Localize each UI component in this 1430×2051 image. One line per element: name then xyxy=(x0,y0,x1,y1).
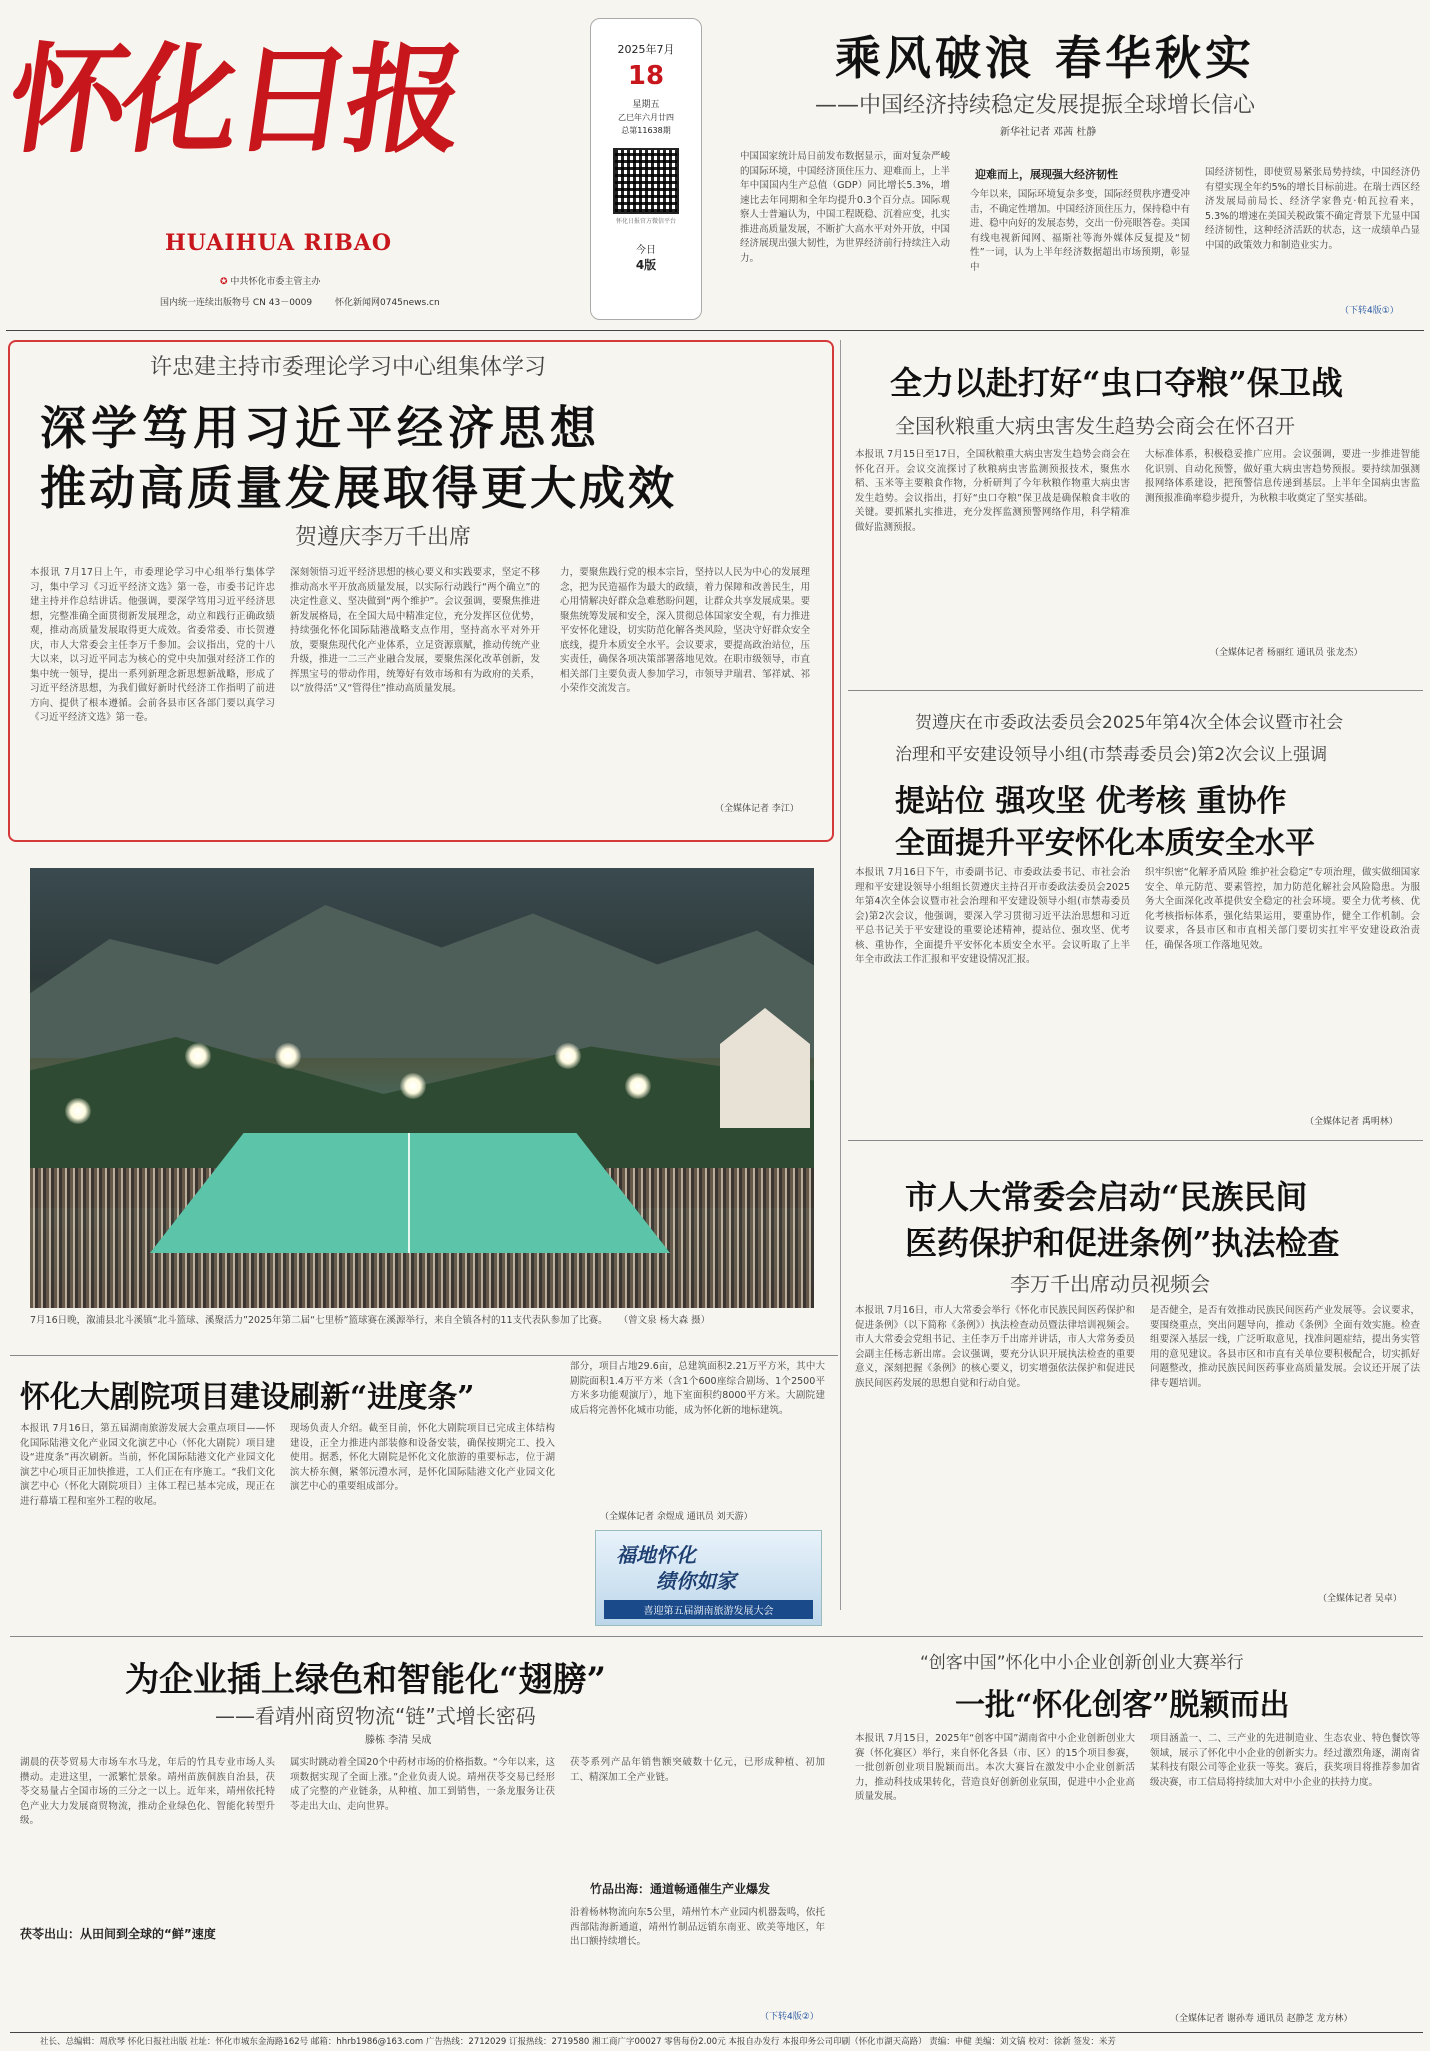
date-year-month: 2025年7月 xyxy=(617,43,675,56)
photo-caption: 7月16日晚，溆浦县北斗溪镇“北斗篮球、溪聚活力”2025年第二届“七里桥”篮球赛在溪源举行，来自全镇各村的11支代表队参加了比赛。 （曾文泉 杨大森 摄） xyxy=(30,1315,711,1326)
top-story-col2: 今年以来，国际环境复杂多变，国际经贸秩序遭受冲击，不确定性增加。中国经济顶住压力，保持稳中有进、稳中向好的发展态势，交出一份亮眼答卷。美国有线电视新闻网、福斯社等海外媒体反复提及“韧性”一词，认为上半年经济数据超出市场预期，彰显中 xyxy=(970,189,1190,273)
tourism-banner[interactable] xyxy=(595,1530,822,1626)
banner-tagline: 喜迎第五届湖南旅游发展大会 xyxy=(604,1600,813,1619)
top-story-subtitle: ——中国经济持续稳定发展提振全球增长信心 xyxy=(815,93,1256,118)
enterprise-col1: 湖晨的茯苓贸易大市场车水马龙，年后的竹具专业市场人头攒动。走进这里，一派繁忙景象。靖州苗族侗族自治县，茯苓交易量占全国市场的三分之一以上。近年来，靖州依托特色产业大力发展商贸物流，推动企业绿色化、智能化转型升级。 xyxy=(20,1757,275,1826)
enterprise-jump[interactable]: （下转4版②） xyxy=(760,2012,819,2022)
top-story-col1: 中国国家统计局日前发布数据显示，面对复杂严峻的国际环境，中国经济顶住压力、迎难而上，上半年中国国内生产总值（GDP）同比增长5.3%，增速比去年同期和全年均提升0.3个百分点。国际观察人士普遍认为，中国工程既稳、沉着应变，扎实推进高质量发展，不断扩大高水平对外开放，中国经济展现出强大韧性，为世界经济前行持续注入动力。 xyxy=(740,151,950,264)
enterprise-col3b: 沿着杨林物流向东5公里，靖州竹木产业园内机器轰鸣，依托西部陆海新通道，靖州竹制品远销东南亚、欧美等地区，年出口额持续增长。 xyxy=(570,1907,825,1947)
masthead-divider xyxy=(6,330,1424,331)
innovation-kicker: “创客中国”怀化中小企业创新创业大赛举行 xyxy=(920,1653,1244,1673)
qr-caption: 怀化日报官方微信平台 xyxy=(615,218,676,225)
npc-title-line1[interactable]: 市人大常委会启动“民族民间 xyxy=(905,1178,1308,1216)
enterprise-byline: 滕栋 李清 吴成 xyxy=(365,1735,432,1746)
divider-bottom-band xyxy=(10,1636,1423,1637)
flood-light xyxy=(185,1043,211,1069)
basketball-photo[interactable] xyxy=(30,868,814,1308)
column-divider-main xyxy=(840,340,841,1610)
innovation-col1: 本报讯 7月15日，2025年“创客中国”湖南省中小企业创新创业大赛（怀化赛区）举行，来自怀化各县（市、区）的15个项目参赛，一批创新创业项目脱颖而出。本次大赛旨在激发中小企业创新活力，推动科技成果转化，营造良好创新创业氛围，促进中小企业高质量发展。 xyxy=(855,1733,1135,1802)
pest-col1: 本报讯 7月15日至17日，全国秋粮重大病虫害发生趋势会商会在怀化召开。会议交流探讨了秋粮病虫害监测预报技术，聚焦水稻、玉米等主要粮食作物，分析研判了今年秋粮作物重大病虫害发生趋势。会议指出，打好“虫口夺粮”保卫战是确保粮食丰收的关键。要抓紧扎实推进，充分发挥监测预警网络作用，科学精准做好监测预报。 xyxy=(855,449,1130,533)
npc-byline: （全媒体记者 吴卓） xyxy=(1318,1594,1402,1604)
banner-line2: 绩你如家 xyxy=(656,1569,736,1593)
theatre-col3: 部分，项目占地29.6亩，总建筑面积2.21万平方米，其中大剧院面积1.4万平方米（含1个600座综合剧场、1个2500平方米多功能观演厅），地下室面积约8000平方米。大剧院建成后将完善怀化城市功能，成为怀化新的地标建筑。 xyxy=(570,1361,825,1416)
qr-code[interactable] xyxy=(613,148,679,214)
enterprise-col1-head: 茯苓出山：从田间到全球的“鲜”速度 xyxy=(20,1927,216,1941)
divider-left-photo xyxy=(10,1355,838,1356)
safety-title-line1[interactable]: 提站位 强攻坚 优考核 重协作 xyxy=(895,784,1287,819)
enterprise-col3-head: 竹品出海：通道畅通催生产业爆发 xyxy=(590,1882,771,1896)
npc-col1: 本报讯 7月16日，市人大常委会举行《怀化市民族民间医药保护和促进条例》（以下简称《条例》）执法检查动员暨法律培训视频会。市人大常委会党组书记、主任李万千出席并讲话，市人大常务委员会副主任杨志新出席。会议强调，要充分认识开展执法检查的重要意义，深刻把握《条例》的核心要义，切实增强依法保护和促进民族民间医药发展的思想自觉和行动自觉。 xyxy=(855,1305,1135,1389)
lead-attendees: 贺遵庆李万千出席 xyxy=(295,525,472,550)
lead-col2: 深刻领悟习近平经济思想的核心要义和实践要求，坚定不移推动高水平开放高质量发展，以实际行动践行“两个确立”的决定性意义、坚决做到“两个维护”。会议强调，要聚焦推进新发展格局，在全国大局中精准定位，充分发挥区位优势，持续强化怀化国际陆港战略支点作用，坚持高水平对外开放，要聚焦现代化产业体系，立足资源禀赋，推动传统产业升级，推进一二三产业融合发展，要聚焦深化改革创新，发挥黑宝号的带动作用，统筹好有效市场和有为政府的关系，以“放得活”又“管得住”推动高质量发展。 xyxy=(290,567,540,694)
flood-light xyxy=(275,1043,301,1069)
lead-title-line2[interactable]: 推动高质量发展取得更大成效 xyxy=(40,461,677,515)
date-issue: 总第11638期 xyxy=(621,126,671,135)
date-box xyxy=(590,18,702,320)
photo-credit: （曾文泉 杨大森 摄） xyxy=(618,1315,711,1326)
lead-col3: 力，要聚焦践行党的根本宗旨，坚持以人民为中心的发展理念，把为民造福作为最大的政绩，着力保障和改善民生，用心用情解决好群众急难愁盼问题，让群众共享发展成果。要聚焦统筹发展和安全，深入贯彻总体国家安全观，有力推进平安怀化建设，切实防范化解各类风险，坚决守好群众安全底线，提升本质安全水平。会议要求，要提高政治站位，压实责任，确保各项决策部署落地见效。在职市级领导，市直相关部门主要负责人参加学习，市领导尹瑞君、邹祥斌、祁小荣作交流发言。 xyxy=(560,567,810,694)
top-story-col3: 国经济韧性，即使贸易紧张局势持续，中国经济仍有望实现全年约5%的增长目标前进。在瑞士西区经济发展局前局长、经济学家鲁克·帕瓦拉看来，5.3%的增速在美国关税政策不确定背景下尤显中国经济韧性，这种经济活跃的状态，这一成绩单凸显中国的政策效力和制造业实力。 xyxy=(1205,167,1420,251)
npc-title-line2[interactable]: 医药保护和促进条例”执法检查 xyxy=(905,1224,1340,1262)
theatre-title[interactable]: 怀化大剧院项目建设刷新“进度条” xyxy=(20,1380,475,1415)
safety-col1: 本报讯 7月16日下午，市委副书记、市委政法委书记、市社会治理和平安建设领导小组组长贺遵庆主持召开市委政法委员会2025年第4次全体会议暨市社会治理和平安建设领导小组(市禁毒委员会)第2次会议，他强调，要深入学习贯彻习近平法治思想和习近平总书记关于平安建设的重要论述精神，提站位、强攻坚、优考核、重协作，全面提升平安怀化本质安全水平。会议听取了上半年全市政法工作汇报和平安建设情况汇报。 xyxy=(855,867,1130,965)
lead-byline: （全媒体记者 李江） xyxy=(715,804,799,814)
mountain-ridge xyxy=(30,888,814,1058)
pest-title[interactable]: 全力以赴打好“虫口夺粮”保卫战 xyxy=(890,364,1343,402)
pages-count: 4版 xyxy=(635,258,657,272)
lead-col1: 本报讯 7月17日上午，市委理论学习中心组举行集体学习，集中学习《习近平经济文选》第一卷，市委书记许忠建主持并作总结讲话。他强调，要深学笃用习近平经济思想，完整准确全面贯彻新发展理念，动立和践行正确政绩观，推动高质量发展取得更大成效。省委常委、市长贺遵庆，市人大常委会主任李万千参加。会议指出，党的十八大以来，以习近平同志为核心的党中央加强对经济工作的集中统一领导，提出一系列新理念新思想新战略，形成了习近平经济思想，为我们做好新时代经济工作指明了前进方向、提供了根本遵循。会前各县市区各部门要以真学习《习近平经济文选》第一卷。 xyxy=(30,567,275,723)
flood-light xyxy=(400,1073,426,1099)
innovation-byline: （全媒体记者 谢孙寿 通讯员 赵静芝 龙方林） xyxy=(1170,2014,1353,2024)
safety-col2: 织牢织密“化解矛盾风险 维护社会稳定”专项治理，做实做细国家安全、单元防范、要素管控，加力防范化解社会风险隐患。为服务大全面深化改革提供安全稳定的社会环境。要全力优考核、优化考核指标体系，强化结果运用，要重协作，健全工作机制。会议要求，各县市区和市直相关部门要切实扛牢平安建设政治责任，确保各项工作落地见效。 xyxy=(1145,867,1420,951)
flood-light xyxy=(65,1098,91,1124)
top-story-col2-head: 迎难而上，展现强大经济韧性 xyxy=(975,168,1118,181)
enterprise-subtitle: ——看靖州商贸物流“链”式增长密码 xyxy=(215,1704,536,1728)
lead-kicker: 许忠建主持市委理论学习中心组集体学习 xyxy=(150,355,547,380)
safety-kicker-line2: 治理和平安建设领导小组(市禁毒委员会)第2次会议上强调 xyxy=(895,745,1328,765)
divider-right-1 xyxy=(848,690,1423,691)
safety-title-line2[interactable]: 全面提升平安怀化本质安全水平 xyxy=(895,826,1315,861)
divider-right-2 xyxy=(848,1140,1423,1141)
enterprise-col2: 属实时跳动着全国20个中药材市场的价格指数。“今年以来，这项数据实现了全面上涨。”企业负责人说。靖州茯苓交易已经形成了完整的产业链条，从种植、加工到销售，一条龙服务让茯苓走出大山、走向世界。 xyxy=(290,1757,555,1812)
top-story-jump[interactable]: （下转4版①） xyxy=(1340,306,1399,316)
npc-col2: 是否健全，是否有效推动民族民间医药产业发展等。会议要求，要围绕重点，突出问题导向，推动《条例》全面有效实施。检查组要深入基层一线，广泛听取意见，找准问题症结，提出务实管用的意见建议。各县市区和市直有关单位要积极配合，切实抓好问题整改，推动民族民间医药事业高质量发展。会议还开展了法律专题培训。 xyxy=(1150,1305,1420,1389)
today-label: 今日 xyxy=(636,245,656,256)
masthead-pinyin: HUAIHUA RIBAO xyxy=(165,230,393,256)
pest-subtitle: 全国秋粮重大病虫害发生趋势会商会在怀召开 xyxy=(895,414,1295,438)
enterprise-title[interactable]: 为企业插上绿色和智能化“翅膀” xyxy=(125,1660,607,1700)
pest-col2: 大标准体系，积极稳妥推广应用。会议强调，要进一步推进智能化识别、自动化预警，做好重大病虫害趋势预报。要持续加强测报网络体系建设，把预警信息传递到基层。上半年全国病虫害监测预报准确率稳步提升，为秋粮丰收奠定了坚实基础。 xyxy=(1145,449,1420,504)
safety-byline: （全媒体记者 禹明林） xyxy=(1305,1117,1398,1127)
court-line xyxy=(408,1133,410,1253)
date-weekday: 星期五 xyxy=(632,100,660,110)
enterprise-col3: 茯苓系列产品年销售额突破数十亿元，已形成种植、初加工、精深加工全产业链。 xyxy=(570,1757,825,1783)
flood-light xyxy=(555,1043,581,1069)
masthead-cn-number: 国内统一连续出版物号 CN 43－0009 xyxy=(160,298,313,308)
theatre-byline: （全媒体记者 余煜成 通讯员 刘天游） xyxy=(600,1512,753,1522)
masthead-title: 怀化日报 xyxy=(0,30,468,169)
date-day: 18 xyxy=(627,61,665,91)
masthead-publisher: ✪ 中共怀化市委主管主办 xyxy=(220,277,321,287)
footer-rule xyxy=(10,2032,1423,2033)
date-lunar: 乙巳年六月廿四 xyxy=(618,113,674,122)
innovation-col2: 项目涵盖一、二、三产业的先进制造业、生态农业、特色餐饮等领域，展示了怀化中小企业的创新实力。经过激烈角逐，湖南省某科技有限公司等企业获一等奖。赛后，获奖项目将推荐参加省级决赛，市工信局将持续加大对中小企业的扶持力度。 xyxy=(1150,1733,1420,1788)
pest-byline: （全媒体记者 杨丽红 通讯员 张龙杰） xyxy=(1210,648,1363,658)
innovation-title[interactable]: 一批“怀化创客”脱颖而出 xyxy=(955,1688,1290,1723)
flood-light xyxy=(625,1073,651,1099)
footer-imprint: 社长、总编辑：周欣琴 怀化日报社出版 社址：怀化市城东金海路162号 邮箱：hhrb1986@163.com 广告热线：2712029 订报热线：2719580 湘工商广字00027 零售每份2.00元 本报自办发行 本报印务公司印刷（怀化市湖天高路） 责编：申健 美编：刘文镐 校对：徐新 签发：米芳 xyxy=(40,2037,1116,2047)
top-story-title[interactable]: 乘风破浪 春华秋实 xyxy=(835,31,1256,85)
banner-line1: 福地怀化 xyxy=(616,1543,696,1567)
masthead-website: 怀化新闻网0745news.cn xyxy=(335,298,440,308)
npc-subtitle: 李万千出席动员视频会 xyxy=(1010,1272,1210,1296)
lead-title-line1[interactable]: 深学笃用习近平经济思想 xyxy=(40,401,601,455)
theatre-col1: 本报讯 7月16日，第五届湖南旅游发展大会重点项目——怀化国际陆港文化产业园文化演艺中心（怀化大剧院）项目建设“进度条”再次刷新。当前，怀化国际陆港文化产业园文化演艺中心项目正加快推进，工人们正在有序施工。“我们文化演艺中心（怀化大剧院项目）主体工程已基本完成，现正在进行幕墙工程和室外工程的收尾。 xyxy=(20,1423,275,1507)
party-emblem-icon: ✪ xyxy=(220,277,228,287)
top-story-byline: 新华社记者 邓茜 杜静 xyxy=(1000,127,1097,138)
safety-kicker-line1: 贺遵庆在市委政法委员会2025年第4次全体会议暨市社会 xyxy=(915,713,1344,733)
theatre-col2: 现场负责人介绍。截至目前，怀化大剧院项目已完成主体结构建设，正全力推进内部装修和设备安装，确保按期完工、投入使用。据悉，怀化大剧院是怀化文化旅游的重要标志，位于湖滨大桥东侧，紧邻沅澧水河，是怀化国际陆港文化产业园文化演艺中心的重要组成部分。 xyxy=(290,1423,555,1492)
